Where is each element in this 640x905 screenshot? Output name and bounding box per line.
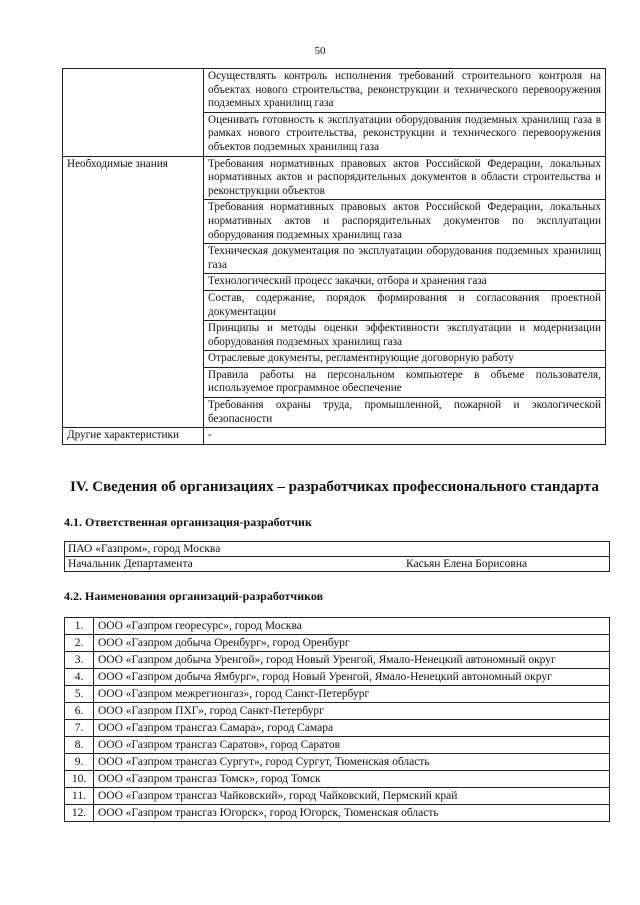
- organization-name: ООО «Газпром трансгаз Сургут», город Сургут, Тюменская область: [94, 754, 610, 771]
- section-title: IV. Сведения об организациях – разработчиках профессионального стандарта: [70, 479, 599, 495]
- row-number: 12.: [65, 805, 94, 822]
- responsible-organization: ПАО «Газпром», город Москва: [65, 542, 610, 557]
- organization-name: ООО «Газпром трансгаз Томск», город Томск: [94, 771, 610, 788]
- organization-name: ООО «Газпром георесурс», город Москва: [94, 618, 610, 635]
- row-number: 7.: [65, 720, 94, 737]
- row-text: Требования охраны труда, промышленной, пожарной и экологической безопасности: [204, 398, 606, 428]
- row-number: 11.: [65, 788, 94, 805]
- responsible-position: Начальник Департамента: [65, 557, 405, 572]
- table-row: [63, 69, 606, 113]
- row-number: 1.: [65, 618, 94, 635]
- table-row: [65, 618, 610, 635]
- row-number: 10.: [65, 771, 94, 788]
- row-number: 2.: [65, 635, 94, 652]
- table-row: [65, 652, 610, 669]
- table-row: [65, 754, 610, 771]
- row-text: Отраслевые документы, регламентирующие договорную работу: [204, 351, 606, 368]
- row-text: Требования нормативных правовых актов Российской Федерации, локальных нормативных актов и распорядительных документов в области строительства и реконструкции объектов: [204, 156, 606, 200]
- row-number: 8.: [65, 737, 94, 754]
- row-text: Оценивать готовность к эксплуатации оборудования подземных хранилищ газа в рамках нового строительства, реконструкции и технического перевооружения объектов подземных хранилищ газа: [204, 112, 606, 156]
- row-label-other-characteristics: Другие характеристики: [63, 428, 204, 445]
- row-label: [63, 69, 204, 157]
- table-row: [65, 805, 610, 822]
- table-row: [65, 635, 610, 652]
- row-number: 3.: [65, 652, 94, 669]
- organization-name: ООО «Газпром добыча Оренбург», город Оренбург: [94, 635, 610, 652]
- row-number: 4.: [65, 669, 94, 686]
- row-text: Состав, содержание, порядок формирования и согласования проектной документации: [204, 290, 606, 320]
- responsible-person: Касьян Елена Борисовна: [404, 557, 610, 572]
- table-row: [65, 737, 610, 754]
- responsible-table: [64, 541, 610, 572]
- row-number: 5.: [65, 686, 94, 703]
- responsible-heading: 4.1. Ответственная организация-разработчик: [64, 515, 312, 529]
- table-row: [63, 156, 606, 200]
- page-number: 50: [314, 45, 326, 57]
- organization-name: ООО «Газпром добыча Ямбург», город Новый Уренгой, Ямало-Ненецкий автономный округ: [94, 669, 610, 686]
- table-row: [65, 703, 610, 720]
- developers-table: [64, 617, 610, 822]
- organization-name: ООО «Газпром трансгаз Самара», город Самара: [94, 720, 610, 737]
- table-row: [65, 669, 610, 686]
- table-row: [65, 771, 610, 788]
- table-row: [65, 542, 610, 557]
- row-number: 6.: [65, 703, 94, 720]
- table-row: [65, 557, 610, 572]
- organization-name: ООО «Газпром добыча Уренгой», город Новый Уренгой, Ямало-Ненецкий автономный округ: [94, 652, 610, 669]
- organization-name: ООО «Газпром трансгаз Саратов», город Саратов: [94, 737, 610, 754]
- organization-name: ООО «Газпром трансгаз Югорск», город Югорск, Тюменская область: [94, 805, 610, 822]
- organization-name: ООО «Газпром ПХГ», город Санкт-Петербург: [94, 703, 610, 720]
- organization-name: ООО «Газпром межрегионгаз», город Санкт-Петербург: [94, 686, 610, 703]
- row-text: Правила работы на персональном компьютере в объеме пользователя, используемое программное обеспечение: [204, 367, 606, 397]
- row-label-required-knowledge: Необходимые знания: [63, 156, 204, 428]
- row-text: Требования нормативных правовых актов Российской Федерации, локальных нормативных актов и распорядительных документов по эксплуатации оборудования подземных хранилищ газа: [204, 200, 606, 244]
- row-text: Технологический процесс закачки, отбора и хранения газа: [204, 274, 606, 291]
- table-row: [65, 788, 610, 805]
- table-row: [63, 428, 606, 445]
- row-text: Осуществлять контроль исполнения требований строительного контроля на объектах нового строительства, реконструкции и технического перевооружения подземных хранилищ газа: [204, 69, 606, 113]
- knowledge-table: [62, 68, 606, 445]
- row-text: Принципы и методы оценки эффективности эксплуатации и модернизации оборудования подземных хранилищ газа: [204, 321, 606, 351]
- row-text: Техническая документация по эксплуатации оборудования подземных хранилищ газа: [204, 244, 606, 274]
- row-text: -: [204, 428, 606, 445]
- organization-name: ООО «Газпром трансгаз Чайковский», город Чайковский, Пермский край: [94, 788, 610, 805]
- row-number: 9.: [65, 754, 94, 771]
- developers-heading: 4.2. Наименования организаций-разработчиков: [64, 589, 324, 603]
- table-row: [65, 720, 610, 737]
- table-row: [65, 686, 610, 703]
